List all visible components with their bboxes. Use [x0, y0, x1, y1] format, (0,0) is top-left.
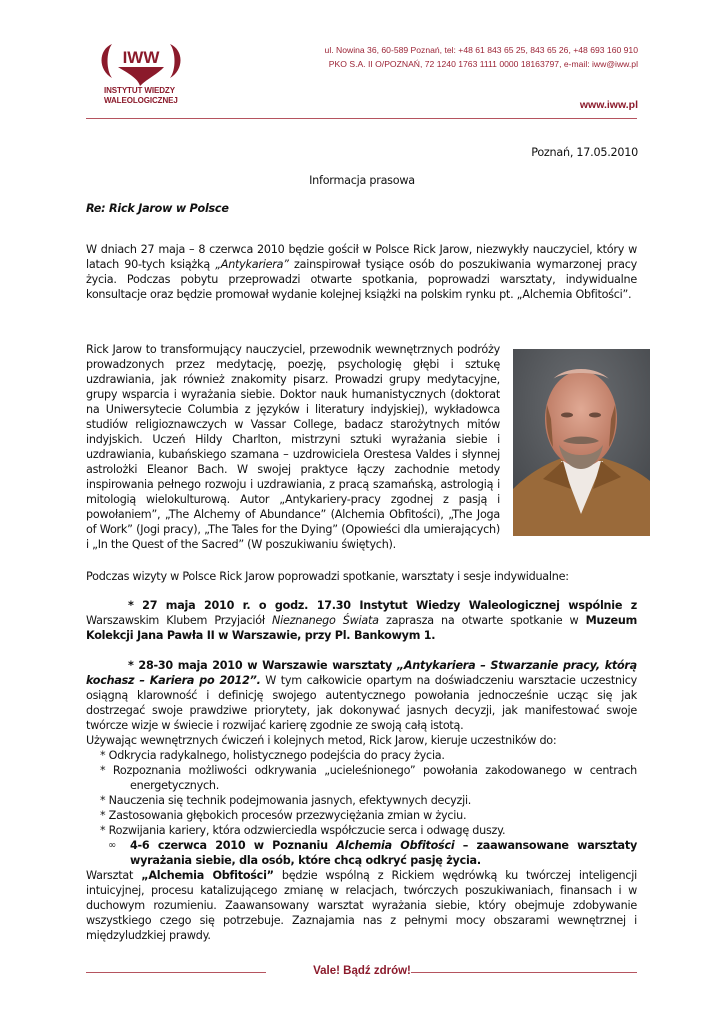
event-2-date: * 28-30 maja 2010 w Warszawie warsztaty	[128, 659, 397, 672]
intro-paragraph	[86, 242, 637, 302]
list-item-continuation: energetycznych.	[130, 779, 220, 792]
logo-name-line2: WALEOLOGICZNEJ	[104, 95, 178, 105]
event-1-club: Nieznanego Świata	[272, 614, 379, 627]
event-1-venue: Muzeum Kolekcji Jana Pawła II w Warszawie, przy Pl. Bankowym 1.	[86, 614, 637, 642]
list-item: * Odkrycia radykalnego, holistycznego podejścia do pracy życia.	[100, 749, 445, 762]
event-1-text2: zaprasza na otwarte spotkanie w	[378, 614, 586, 627]
rick-jarow-photo	[513, 349, 650, 536]
portrait-image	[513, 349, 650, 536]
logo-acronym: IWW	[122, 48, 160, 67]
event-1-text: Warszawskim Klubem Przyjaciół	[86, 614, 272, 627]
book-title-antykariera: „Antykariera”	[215, 258, 289, 271]
intro-text-cont: zainspirował tysiące osób do poszukiwania wymarzonej pracy życia. Podczas pobytu przeprowadzi otwarte spotkania, poprowadzi warsztaty, indywidualne konsultacje oraz będzie promował wydanie kolejnej książki na polskim rynku pt. „Alchemia Obfitości”.	[86, 258, 637, 301]
event-3-title: Alchemia Obfitości	[336, 839, 455, 852]
logo-name	[104, 86, 178, 105]
bio-paragraph: Rick Jarow to transformujący nauczyciel, przewodnik wewnętrznych podróży prowadzonych przez medytację, poezję, psychologię głębi i sztukę uzdrawiania, jak również znakomity pisarz. Prowadzi grupy medytacyjne, grupy wsparcia i wyrażania siebie. Doktor nauk humanistycznych (doktorat na Uniwersytecie Columbia z języków i literatury indyjskiej), wykładowca studiów religioznawczych w Vassar College, badacz starożytnych mitów indyjskich. Uczeń Hildy Charlton, mistrzyni sztuki wyrażania siebie i uzdrawiania, kubańskiego szamana – uzdrowiciela Orestesa Valdes i słynnej astrolożki Eleanor Bach. W swojej praktyce łączy zachodnie metody inspirowania pełnego rozwoju i uzdrawiania, z pracą szamańską, astrologią i mitologią wielokulturową. Autor „Antykariery-pracy zgodnej z pasją i powołaniem”, „The Alchemy of Abundance” (Alchemia Obfitości), „The Joga of Work” (Jogi pracy), „The Tales for the Dying” (Opowieści dla umierających) i „In the Quest of the Sacred” (W poszukiwaniu świętych).	[86, 343, 500, 551]
footer-divider-right	[411, 972, 637, 973]
list-item: * Nauczenia się technik podejmowania jasnych, efektywnych decyzji.	[100, 794, 472, 807]
event-3-desc-text: będzie wspólną z Rickiem wędrówką ku twórczej inteligencji intuicyjnej, procesu katalizującego zmianę w relacjach, twórczych poszukiwaniach, finansach i w duchowym rozumieniu. Zaawansowany warsztat wyrażania siebie, który obejmuje zdobywanie wszystkiego czego się potrzebuje. Zaznajamia nas z pełnymi mocy obszarami wewnętrznej i międzyludzkiej prawdy.	[86, 869, 638, 942]
event-3-workshop-name: „Alchemia Obfitości”	[141, 869, 274, 882]
list-item: * Rozpoznania możliwości odkrywania „ucieleśnionego” powołania zakodowanego w centrach	[100, 764, 637, 777]
infinity-bullet-icon: ∞	[108, 840, 117, 851]
bank-email-line: PKO S.A. II O/POZNAŃ, 72 1240 1763 1111 0000 18163797, e-mail: iww@iww.pl	[328, 59, 638, 69]
event-3-subtitle: – zaawansowane warsztaty wyrażania siebie, dla osób, które chcą odkryć pasję życia.	[130, 839, 637, 867]
event-3-heading	[130, 838, 637, 868]
event-3-date: 4-6 czerwca 2010 w Poznaniu	[130, 839, 337, 852]
address-block	[325, 43, 638, 71]
logo-name-line1: INSTYTUT WIEDZY	[104, 86, 175, 95]
intro-text: W dniach 27 maja – 8 czerwca 2010 będzie gościł w Polsce Rick Jarow, niezwykły nauczyciel, który w latach 90-tych książką	[86, 243, 637, 271]
header-divider	[86, 118, 637, 119]
list-item: * Zastosowania głębokich procesów przezwyciężania zmian w życiu.	[100, 809, 467, 822]
event-3-desc-lead: Warsztat	[86, 869, 142, 882]
methods-list	[86, 748, 637, 838]
letter-date: Poznań, 17.05.2010	[531, 146, 638, 159]
footer-motto: Vale! Bądź zdrów!	[313, 965, 411, 977]
event-1-date: * 27 maja 2010 r. o godz. 17.30 Instytut Wiedzy Waleologicznej wspólnie z	[128, 599, 637, 612]
document-type: Informacja prasowa	[309, 174, 415, 187]
logo-emblem-icon	[96, 40, 186, 86]
event-3	[86, 838, 637, 868]
visit-intro: Podczas wizyty w Polsce Rick Jarow poprowadzi spotkanie, warsztaty i sesje indywidualne:	[86, 570, 569, 583]
event-2-workshop-title: „Antykariera – Stwarzanie pracy, którą kochasz – Kariera po 2012”.	[86, 659, 637, 687]
list-item: * Rozwijania kariery, która odzwierciedla współczucie serca i odwagę duszy.	[100, 824, 506, 837]
event-2	[86, 658, 637, 733]
subject-line: Re: Rick Jarow w Polsce	[86, 202, 229, 215]
website-link[interactable]: www.iww.pl	[579, 99, 638, 111]
address-line: ul. Nowina 36, 60-589 Poznań, tel: +48 61 843 65 25, 843 65 26, +48 693 160 910	[324, 45, 638, 55]
event-3-description	[86, 868, 637, 943]
methods-intro: Używając wewnętrznych ćwiczeń i kolejnych metod, Rick Jarow, kieruje uczestników do:	[86, 734, 557, 747]
event-2-description: W tym całkowicie opartym na doświadczeniu warsztacie uczestnicy osiągną klarowność i definicję swojego autentycznego powołania jednocześnie ucząc się jak dostrzegać swoje prawdziwe priorytety, jak dokonywać jasnych decyzji, jak manifestować swoje twórcze wizje w świecie i rozwijać karierę zgodnie ze swoją całą istotą.	[86, 674, 637, 732]
event-1	[86, 598, 637, 643]
